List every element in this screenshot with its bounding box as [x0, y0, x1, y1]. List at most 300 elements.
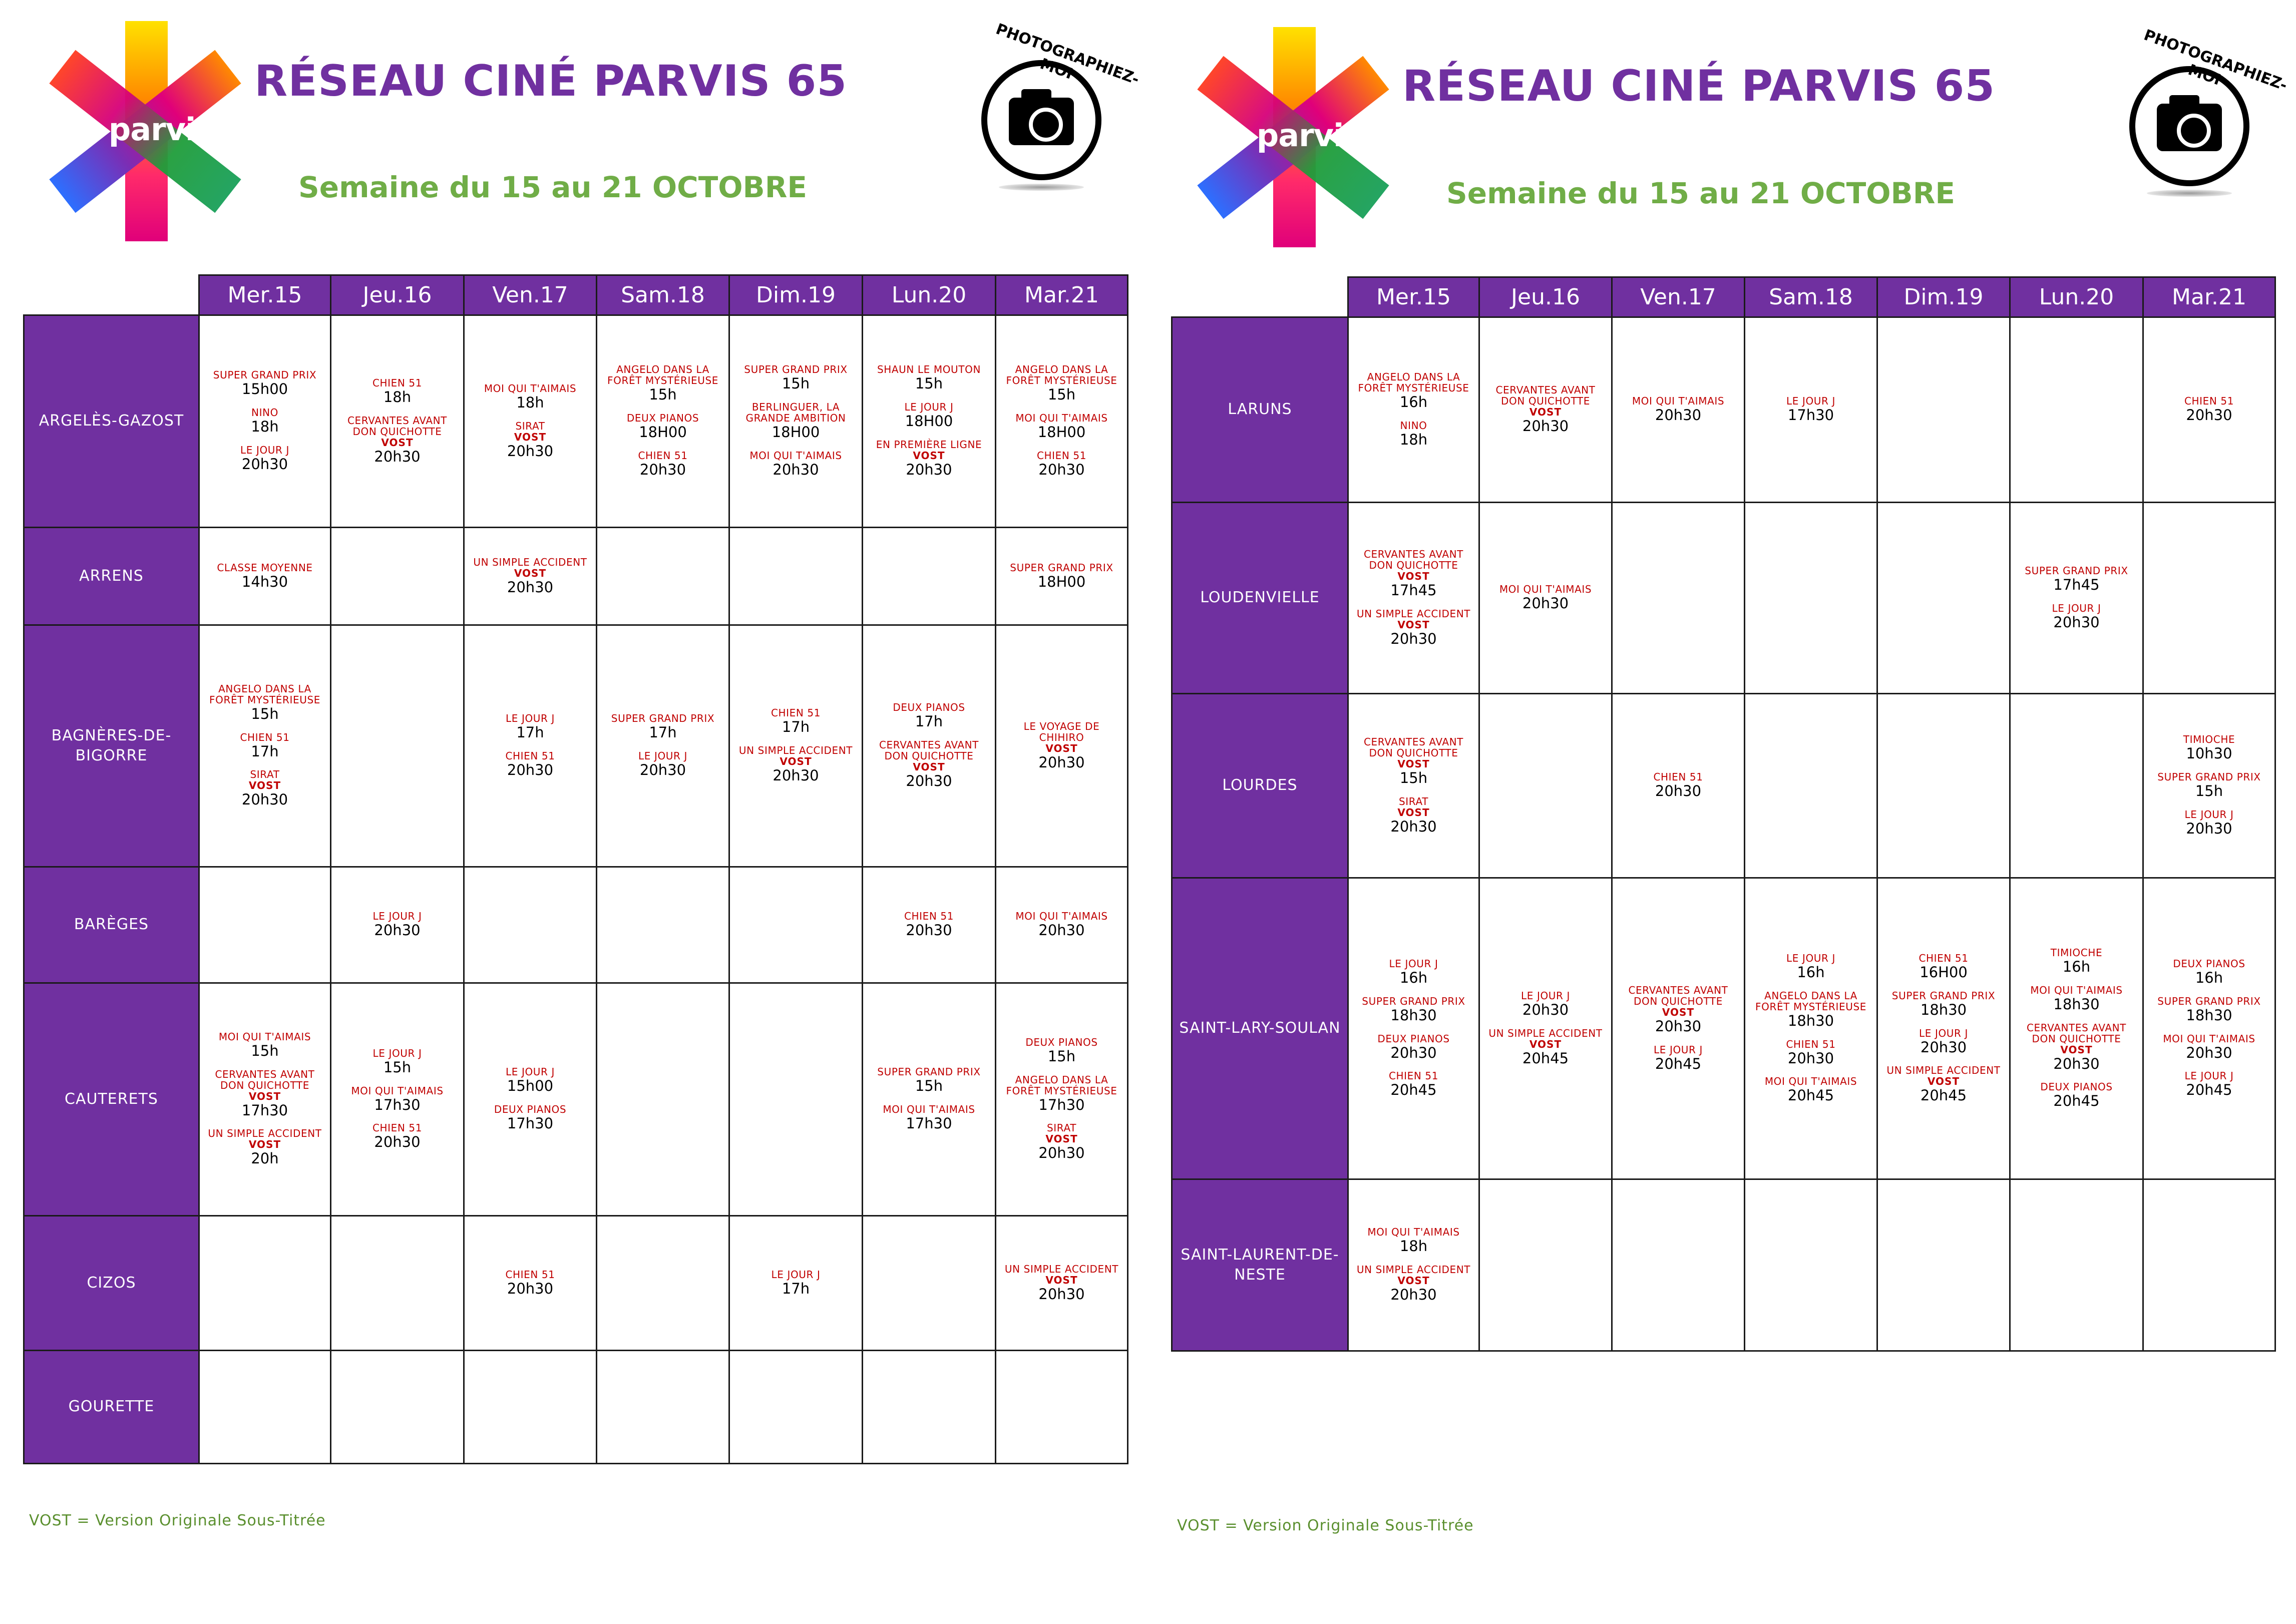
schedule-cell	[596, 982, 730, 1216]
screening	[240, 732, 289, 760]
screening	[1001, 1074, 1123, 1114]
screening-time: 18h30	[1920, 1001, 1967, 1018]
screening-time: 20h30	[507, 442, 554, 460]
film-title: CHIEN 51	[372, 1122, 423, 1134]
screening-time: 17h30	[374, 1096, 421, 1113]
day-header: Sam.18	[596, 274, 730, 316]
film-title: LE JOUR J	[2184, 1070, 2234, 1082]
screening-time: 20h30	[2186, 820, 2232, 837]
le-parvis-logo	[1183, 27, 1403, 247]
film-title: MOI QUI T'AIMAIS	[484, 382, 577, 394]
town-name: BAGNÈRES-DE-BIGORRE	[23, 624, 200, 868]
screening-time: 20h30	[1038, 753, 1085, 771]
screening	[1367, 1227, 1459, 1255]
schedule-cell	[198, 624, 331, 868]
film-title: ANGELO DANS LA FORÊT MYSTÉRIEUSE	[1755, 989, 1866, 1013]
screening	[1632, 395, 1724, 424]
screening-time: 20h30	[1920, 1038, 1967, 1056]
film-title: SUPER GRAND PRIX	[1891, 989, 1996, 1002]
screening	[1005, 1264, 1118, 1303]
vost-badge: VOST	[1045, 742, 1078, 754]
camera-lens-icon	[2177, 114, 2211, 148]
screening-time: 15h00	[507, 1077, 554, 1095]
screening	[1001, 721, 1123, 771]
schedule-cell	[1347, 693, 1480, 879]
screening-time: 20h30	[374, 922, 421, 939]
film-title: DEUX PIANOS	[626, 412, 699, 425]
film-title: CHIEN 51	[771, 707, 821, 719]
screening-time: 20h30	[1655, 782, 1702, 800]
screening	[876, 439, 982, 479]
screening	[213, 369, 316, 398]
screening-time: 17h30	[1787, 407, 1834, 424]
film-title: CHIEN 51	[1036, 449, 1087, 462]
film-title: UN SIMPLE ACCIDENT	[1886, 1064, 2001, 1077]
vost-legend: VOST = Version Originale Sous-Titrée	[29, 1512, 326, 1529]
screening-time: 15h	[1047, 386, 1076, 403]
screening	[2157, 771, 2260, 800]
film-title: UN SIMPLE ACCIDENT	[208, 1127, 322, 1140]
screening	[772, 1269, 821, 1298]
schedule-cell	[995, 624, 1128, 868]
screening-time: 17h45	[2053, 576, 2100, 593]
schedule-cell	[2009, 693, 2144, 879]
town-name: SAINT-LARY-SOULAN	[1171, 877, 1349, 1180]
film-title: LE JOUR J	[1521, 989, 1570, 1002]
schedule-cell	[198, 866, 331, 984]
schedule-cell	[995, 1350, 1128, 1464]
screening	[1015, 911, 1107, 939]
screening	[893, 702, 965, 730]
screening-time: 20h30	[2053, 1055, 2100, 1072]
screening	[1892, 990, 1995, 1019]
screening	[1750, 990, 1872, 1030]
film-title: DEUX PIANOS	[893, 701, 965, 714]
screening-time: 20h30	[2186, 407, 2232, 424]
screening-time: 17h	[782, 718, 810, 736]
film-title: CHIEN 51	[240, 731, 290, 743]
day-header: Mar.21	[2142, 276, 2276, 318]
screening-time: 16h	[1399, 393, 1428, 411]
film-title: SHAUN LE MOUTON	[877, 363, 981, 376]
screening	[372, 377, 422, 406]
schedule-cell	[596, 314, 730, 528]
schedule-cell	[1744, 1178, 1878, 1352]
schedule-cell	[728, 866, 863, 984]
film-title: MOI QUI T'AIMAIS	[2030, 984, 2123, 996]
screening	[1389, 958, 1438, 987]
schedule-cell	[198, 527, 331, 626]
screening	[2173, 958, 2245, 987]
screening-time: 20h30	[1038, 922, 1085, 939]
screening-time: 18h30	[2186, 1006, 2232, 1024]
schedule-cell	[1876, 1178, 2011, 1352]
screening-time: 18H00	[905, 413, 953, 430]
vost-badge: VOST	[381, 436, 414, 449]
screening	[242, 769, 288, 808]
day-header: Sam.18	[1744, 276, 1878, 318]
screening	[1038, 1122, 1084, 1162]
schedule-cell	[1347, 502, 1480, 694]
screening	[494, 1104, 566, 1132]
screening	[1617, 985, 1740, 1035]
schedule-cell	[1876, 693, 2011, 879]
screening	[2163, 1033, 2255, 1062]
badge-shadow	[2147, 190, 2232, 197]
vost-badge: VOST	[1397, 806, 1430, 819]
film-title: MOI QUI T'AIMAIS	[1015, 412, 1108, 425]
film-title: ANGELO DANS LA FORÊT MYSTÉRIEUSE	[607, 363, 718, 387]
day-header: Jeu.16	[1478, 276, 1613, 318]
screening	[1654, 1044, 1703, 1073]
vost-legend: VOST = Version Originale Sous-Titrée	[1177, 1517, 1474, 1534]
screening-time: 20h45	[1787, 1087, 1834, 1104]
day-header: Mar.21	[995, 274, 1128, 316]
schedule-cell	[1744, 316, 1878, 503]
screening-time: 20h30	[639, 461, 686, 478]
screening-time: 16h	[1399, 969, 1428, 986]
screening-time: 18h	[516, 393, 544, 411]
screening-time: 16H00	[1920, 963, 1968, 981]
film-title: ANGELO DANS LA FORÊT MYSTÉRIEUSE	[1358, 370, 1469, 394]
film-title: EN PREMIÈRE LIGNE	[876, 438, 982, 451]
film-title: CERVANTES AVANT DON QUICHOTTE	[879, 739, 979, 762]
screening	[739, 745, 853, 784]
film-title: SIRAT	[515, 420, 545, 432]
film-title: UN SIMPLE ACCIDENT	[1488, 1027, 1603, 1039]
screening	[749, 450, 842, 479]
film-title: SUPER GRAND PRIX	[1010, 561, 1113, 574]
schedule-cell	[1478, 693, 1613, 879]
screening	[1484, 384, 1607, 435]
screening-time: 18h30	[2053, 995, 2100, 1013]
film-title: DEUX PIANOS	[494, 1103, 567, 1115]
screening-time: 15h	[915, 375, 943, 392]
screening-time: 17h	[915, 713, 943, 730]
schedule-cell	[2009, 502, 2144, 694]
film-title: UN SIMPLE ACCIDENT	[1004, 1263, 1119, 1275]
vost-badge: VOST	[248, 1090, 281, 1102]
screening	[1400, 420, 1427, 449]
schedule-cell	[1876, 877, 2011, 1180]
screening-time: 14h30	[241, 573, 288, 590]
screening	[1357, 608, 1470, 648]
screening-time: 20h45	[1655, 1055, 1702, 1072]
screening	[484, 383, 576, 412]
schedule-cell	[995, 1215, 1128, 1351]
town-name: BARÈGES	[23, 866, 200, 984]
film-title: DEUX PIANOS	[1377, 1032, 1450, 1045]
schedule-cell	[463, 1215, 597, 1351]
schedule-cell	[995, 314, 1128, 528]
day-header: Dim.19	[1876, 276, 2011, 318]
film-title: CHIEN 51	[638, 449, 688, 462]
screening-time: 18H00	[1037, 424, 1086, 441]
screening	[1389, 1070, 1438, 1099]
screening-time: 16h	[1797, 963, 1825, 981]
screening-time: 17h	[649, 724, 677, 741]
film-title: MOI QUI T'AIMAIS	[1764, 1075, 1857, 1088]
logo-text: le parvis	[68, 111, 214, 148]
photographiez-moi-badge	[971, 20, 1142, 190]
day-header: Dim.19	[728, 274, 863, 316]
screening-time: 20h30	[773, 767, 819, 784]
screening-time: 20h30	[374, 1133, 421, 1151]
film-title: UN SIMPLE ACCIDENT	[738, 744, 853, 756]
screening	[240, 445, 289, 473]
badge-shadow	[999, 184, 1084, 191]
film-title: DEUX PIANOS	[2173, 957, 2245, 970]
screening-time: 18h30	[1787, 1012, 1834, 1029]
schedule-cell	[1478, 316, 1613, 503]
vost-badge: VOST	[780, 755, 812, 767]
film-title: MOI QUI T'AIMAIS	[2163, 1032, 2255, 1045]
schedule-cell	[1744, 502, 1878, 694]
screening-time: 15h	[1047, 1047, 1076, 1065]
film-title: UN SIMPLE ACCIDENT	[473, 556, 587, 568]
screening	[217, 562, 312, 591]
screening-time: 15h	[2195, 782, 2223, 800]
film-title: MOI QUI T'AIMAIS	[1015, 910, 1108, 923]
week-subtitle: Semaine du 15 au 21 OCTOBRE	[298, 170, 808, 204]
schedule-cell	[728, 314, 863, 528]
vost-badge: VOST	[1397, 757, 1430, 770]
film-title: LE JOUR J	[904, 401, 954, 414]
screening-time: 20h30	[1787, 1049, 1834, 1067]
film-title: ANGELO DANS LA FORÊT MYSTÉRIEUSE	[1006, 1073, 1117, 1097]
screening	[1353, 736, 1474, 787]
screening	[744, 364, 847, 392]
schedule-cell	[728, 527, 863, 626]
film-title: BERLINGUER, LA GRANDE AMBITION	[745, 401, 846, 425]
le-parvis-logo	[35, 21, 255, 241]
schedule-cell	[198, 314, 331, 528]
schedule-cell	[995, 527, 1128, 626]
film-title: SUPER GRAND PRIX	[2025, 564, 2128, 577]
schedule-cell	[2142, 502, 2276, 694]
film-title: CERVANTES AVANT DON QUICHOTTE	[1628, 984, 1728, 1007]
schedule-cell	[2142, 1178, 2276, 1352]
film-title: CHIEN 51	[1388, 1070, 1439, 1082]
vost-badge: VOST	[1397, 570, 1430, 582]
schedule-cell	[330, 527, 465, 626]
schedule-cell	[596, 1350, 730, 1464]
screening	[2040, 1081, 2112, 1110]
screening-time: 20h30	[1390, 1044, 1437, 1061]
film-title: SUPER GRAND PRIX	[2157, 995, 2261, 1007]
schedule-cell	[2142, 877, 2276, 1180]
schedule-cell	[596, 527, 730, 626]
screening-time: 20h30	[2186, 1044, 2232, 1061]
screening	[2030, 985, 2122, 1013]
film-title: LE JOUR J	[1786, 395, 1835, 408]
screening	[251, 407, 278, 436]
screening	[904, 911, 954, 939]
film-title: LE JOUR J	[2052, 602, 2101, 614]
day-header: Lun.20	[2009, 276, 2144, 318]
screening	[2185, 1070, 2234, 1099]
screening	[905, 401, 954, 430]
screening	[336, 415, 459, 466]
film-title: MOI QUI T'AIMAIS	[749, 449, 842, 462]
screening	[1357, 1264, 1470, 1304]
vost-badge: VOST	[913, 761, 945, 773]
film-title: CHIEN 51	[904, 910, 954, 923]
film-title: SUPER GRAND PRIX	[611, 712, 715, 725]
screening-time: 17h	[782, 1280, 810, 1297]
screening-time: 17h	[251, 742, 279, 760]
screening-time: 15h	[782, 375, 810, 392]
screening-time: 20h30	[1655, 1017, 1702, 1035]
screening-time: 15h	[1399, 769, 1428, 786]
schedule-cell	[1876, 316, 2011, 503]
vost-badge: VOST	[1529, 1038, 1562, 1050]
film-title: LE JOUR J	[372, 910, 422, 923]
film-title: LE JOUR J	[638, 750, 687, 762]
film-title: CERVANTES AVANT DON QUICHOTTE	[347, 414, 448, 438]
schedule-cell	[198, 982, 331, 1216]
screening	[1353, 371, 1474, 411]
screening	[1521, 990, 1570, 1019]
screening-time: 20h45	[2186, 1081, 2232, 1099]
schedule-cell	[330, 866, 465, 984]
town-name: LARUNS	[1171, 316, 1349, 503]
schedule-cell	[596, 866, 730, 984]
schedule-cell	[2009, 316, 2144, 503]
film-title: MOI QUI T'AIMAIS	[351, 1084, 444, 1097]
screening	[877, 1066, 980, 1095]
vost-badge: VOST	[1045, 1274, 1078, 1286]
screening-time: 20h45	[1390, 1081, 1437, 1099]
screening	[1010, 562, 1113, 591]
schedule-cell	[1876, 502, 2011, 694]
film-title: CHIEN 51	[505, 1268, 555, 1281]
screening-time: 20h	[251, 1150, 279, 1167]
schedule-cell	[1347, 316, 1480, 503]
schedule-cell	[1744, 877, 1878, 1180]
vost-badge: VOST	[1397, 1275, 1430, 1287]
screening-time: 20h30	[1522, 595, 1569, 612]
screening-time: 15h	[251, 705, 279, 722]
film-title: CHIEN 51	[505, 750, 555, 762]
screening-time: 16h	[2062, 958, 2091, 975]
vost-badge: VOST	[1397, 618, 1430, 631]
screening-time: 20h45	[1920, 1087, 1967, 1104]
screening-time: 20h30	[1038, 1285, 1085, 1303]
schedule-cell	[596, 624, 730, 868]
badge-text: PHOTOGRAPHIEZ-MOI	[993, 20, 1142, 89]
film-title: DEUX PIANOS	[2040, 1081, 2113, 1093]
vost-badge: VOST	[1662, 1006, 1695, 1018]
film-title: LE JOUR J	[1389, 957, 1438, 970]
screening	[611, 713, 714, 741]
film-title: LE JOUR J	[506, 712, 555, 725]
screening	[1488, 1028, 1602, 1067]
film-title: CERVANTES AVANT DON QUICHOTTE	[1363, 735, 1464, 759]
screening	[2185, 809, 2234, 838]
screening	[1390, 796, 1436, 836]
schedule-cell	[463, 314, 597, 528]
film-title: MOI QUI T'AIMAIS	[1499, 583, 1592, 596]
screening-time: 20h30	[906, 922, 952, 939]
film-title: CHIEN 51	[2184, 395, 2234, 408]
schedule-cell	[596, 1215, 730, 1351]
film-title: SUPER GRAND PRIX	[1362, 995, 1465, 1007]
schedule-cell	[995, 982, 1128, 1216]
screening	[506, 713, 555, 741]
film-title: LE JOUR J	[1786, 952, 1835, 964]
schedule-cell	[862, 1350, 996, 1464]
schedule-cell	[862, 624, 996, 868]
week-subtitle: Semaine du 15 au 21 OCTOBRE	[1446, 176, 1956, 210]
screening	[1919, 953, 1968, 981]
schedule-cell	[330, 624, 465, 868]
screening	[883, 1104, 975, 1132]
schedule-cell	[463, 527, 597, 626]
town-name: SAINT-LAURENT-DE-NESTE	[1171, 1178, 1349, 1352]
schedule-cell	[463, 624, 597, 868]
screening	[373, 911, 422, 939]
schedule-cell	[1347, 877, 1480, 1180]
schedule-cell	[2009, 1178, 2144, 1352]
screening-time: 18h	[1399, 1238, 1428, 1255]
town-name: GOURETTE	[23, 1350, 200, 1464]
screening	[627, 413, 699, 441]
screening-time: 15h00	[241, 380, 288, 398]
screening	[1001, 364, 1123, 403]
schedule-cell	[862, 866, 996, 984]
schedule-cell	[330, 1215, 465, 1351]
screening-time: 20h30	[906, 461, 952, 478]
screening-time: 10h30	[2186, 745, 2232, 762]
screening	[208, 1128, 321, 1167]
film-title: ANGELO DANS LA FORÊT MYSTÉRIEUSE	[209, 682, 320, 706]
film-title: LE VOYAGE DE CHIHIRO	[1023, 720, 1100, 743]
screening-time: 18h	[383, 388, 412, 405]
screening	[1653, 771, 1703, 800]
screening	[2051, 947, 2102, 976]
schedule-cell	[1478, 877, 1613, 1180]
screening-time: 17h30	[906, 1115, 952, 1132]
screening-time: 20h30	[1038, 461, 1085, 478]
screening-time: 20h30	[241, 791, 288, 808]
schedule-cell	[2142, 316, 2276, 503]
schedule-cell	[1611, 502, 1745, 694]
schedule-cell	[728, 624, 863, 868]
film-title: SIRAT	[1398, 795, 1429, 807]
schedule-poster-right	[1148, 0, 2296, 1624]
schedule-cell	[1347, 1178, 1480, 1352]
screening	[2183, 734, 2235, 762]
screening	[1499, 584, 1592, 612]
screening	[219, 1031, 311, 1060]
film-title: MOI QUI T'AIMAIS	[218, 1030, 311, 1043]
day-header: Jeu.16	[330, 274, 465, 316]
screening-time: 20h30	[507, 761, 554, 778]
screening-time: 20h30	[1655, 407, 1702, 424]
vost-badge: VOST	[1529, 406, 1562, 419]
schedule-cell	[1478, 502, 1613, 694]
schedule-cell	[995, 866, 1128, 984]
film-title: LE JOUR J	[1654, 1043, 1703, 1056]
screening	[1786, 953, 1835, 981]
schedule-cell	[2142, 693, 2276, 879]
film-title: CHIEN 51	[372, 376, 423, 389]
schedule-cell	[1744, 693, 1878, 879]
screening-time: 20h30	[507, 1280, 554, 1297]
screening-time: 17h	[516, 724, 544, 741]
day-header: Lun.20	[862, 274, 996, 316]
